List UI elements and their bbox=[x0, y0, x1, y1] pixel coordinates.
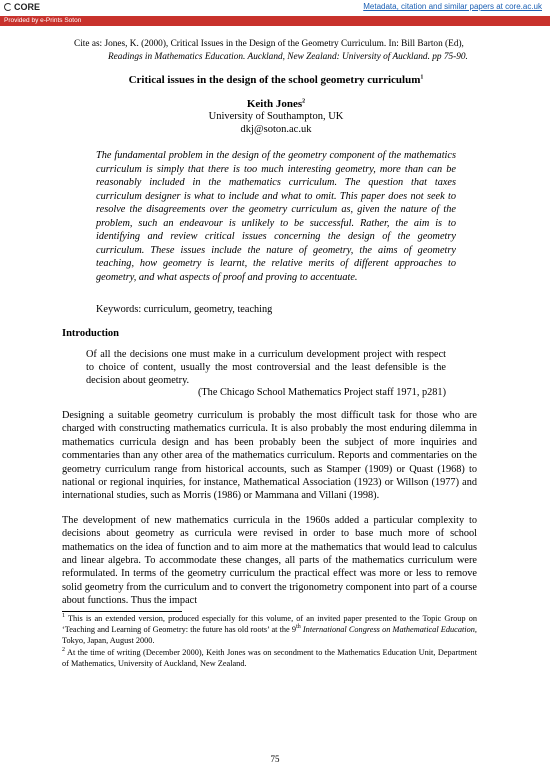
author-affiliation: University of Southampton, UK bbox=[208, 111, 344, 122]
citation-line-2: Readings in Mathematics Education. Auckland, New Zealand: University of Auckland. pp 75-90. bbox=[108, 51, 468, 62]
keywords: Keywords: curriculum, geometry, teaching bbox=[96, 304, 273, 315]
footnote-divider bbox=[62, 611, 182, 612]
citation-line-1: Cite as: Jones, K. (2000), Critical Issues in the Design of the Geometry Curriculum. In: Bill Barton (Ed), bbox=[74, 39, 464, 49]
footnote-2-text: At the time of writing (December 2000), Keith Jones was on secondment to the Mathematics Education Unit, Department of Mathematics, University of Auckland, New Zealand. bbox=[62, 647, 477, 668]
epigraph-source: (The Chicago School Mathematics Project staff 1971, p281) bbox=[197, 387, 446, 398]
epigraph-quote: Of all the decisions one must make in a curriculum development project with respect to choice of content, usually the most controversial and the least defensible is the decision about geometry. bbox=[86, 349, 446, 386]
footnote-1-congress: International Congress on Mathematical Education bbox=[300, 624, 475, 634]
provided-by-bar[interactable]: Provided by e-Prints Soton bbox=[0, 16, 550, 26]
author-footnote-mark: 2 bbox=[302, 98, 306, 105]
core-logo-icon bbox=[4, 3, 12, 11]
footnote-1-number: 1 bbox=[62, 612, 65, 619]
footnote-2-number: 2 bbox=[62, 646, 65, 653]
footnote-1 bbox=[62, 613, 477, 646]
citation bbox=[74, 38, 478, 63]
title-footnote-mark: 1 bbox=[420, 74, 424, 81]
page-number: 75 bbox=[270, 754, 280, 764]
footnote-2 bbox=[62, 647, 477, 669]
core-logo-label: CORE bbox=[14, 2, 41, 12]
core-logo[interactable] bbox=[4, 2, 40, 12]
abstract: The fundamental problem in the design of the geometry component of the mathematics curriculum is simply that there is too much interesting geometry, more than can be reasonably included in the mathematics curriculum. The question that taxes curriculum designer is what to include and what to omit. This paper does not seek to resolve the disagreements over the geometry curriculum as, given the nature of the problem, such an endeavour is unlikely to be successful. Rather, the aim is to identifying and review critical issues concerning the design of the geometry curriculum. These issues include the nature of geometry, the aims of geometry teaching, how geometry is learnt, the relative merits of different approaches to geometry, and what aspects of proof and proving to accentuate. bbox=[96, 150, 456, 283]
body-paragraph-2: The development of new mathematics curricula in the 1960s added a particular complexity to decisions about geometry as curricula were revised in order to base much more of school mathematics on the idea of function and to aim more at the mathematics that would lead to calculus and linear algebra. To accommodate these changes, all parts of the mathematics curriculum were reformulated. In terms of the geometry curriculum the practical effect was more or less to remove solid geometry from the curriculum and to convert the trigonometry component into part of a course about functions. Thus the impact bbox=[62, 514, 477, 607]
body-paragraph-1: Designing a suitable geometry curriculum is probably the most difficult task for those who are charged with constructing mathematics curricula. It is also probably the most enduring dilemma in mathematics curricula design and has been probably been the subject of more inquiries and commentaries than any other area of the mathematics curriculum. Reports and commentaries on the geometry curriculum range from historical accounts, such as Stamper (1909) or Quast (1968) to national or regional inquiries, for instance, Mathematical Association (1923) or Willson (1977) and international studies, such as Morris (1986) or Mammana and Villani (1998). bbox=[62, 410, 477, 502]
footnote-1-tail: , Tokyo, Japan, August 2000. bbox=[62, 624, 477, 645]
footnote-1-text: This is an extended version, produced especially for this volume, of an invited paper presented to the Topic Group on ‘Teaching and Learning of Geometry: the future has old roots’ at the 9 bbox=[62, 613, 477, 634]
footnote-1-ordinal: th bbox=[296, 623, 301, 630]
author-name bbox=[74, 98, 478, 110]
paper-title-text: Critical issues in the design of the school geometry curriculum bbox=[128, 74, 421, 86]
author-name-text: Keith Jones bbox=[246, 98, 303, 110]
section-heading: Introduction bbox=[62, 328, 119, 339]
author-email[interactable]: dkj@soton.ac.uk bbox=[240, 124, 312, 135]
core-banner bbox=[0, 0, 550, 16]
paper-page bbox=[62, 38, 478, 669]
paper-title bbox=[74, 74, 478, 86]
metadata-link[interactable]: Metadata, citation and similar papers at core.ac.uk bbox=[363, 2, 542, 11]
